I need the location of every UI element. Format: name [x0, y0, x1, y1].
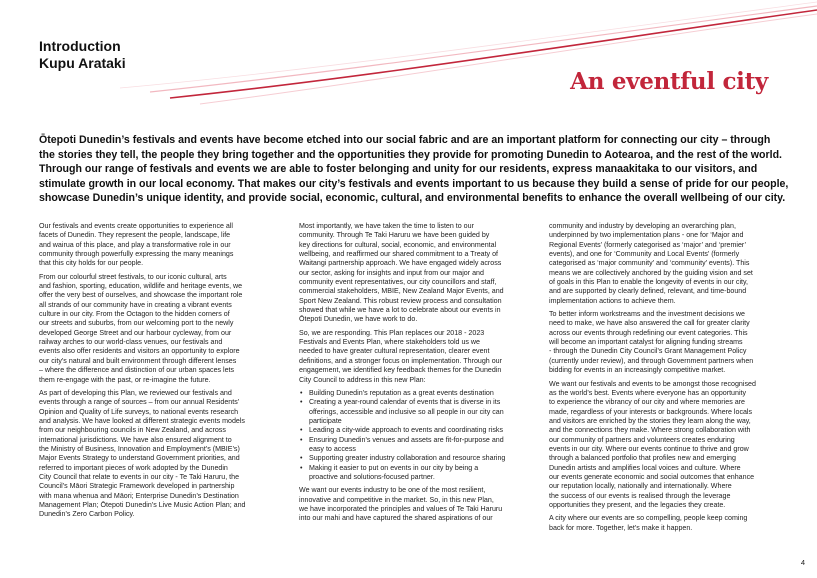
list-item: • Leading a city-wide approach to events and coordinating risks — [299, 426, 544, 435]
section-title — [39, 38, 126, 72]
body-paragraph: To better inform workstreams and the investment decisions we need to make, we have also answered the call for greater clarity across our events through redefining our event categories. This will become an important catalyst for aligning funding streams - through the Dunedin City Council’s Grant Management Policy (currently under review), and through Government partners when bidding for events in an increasingly competitive market. — [549, 310, 754, 375]
text-column-2 — [299, 222, 544, 528]
body-paragraph: Most importantly, we have taken the time to listen to our community. Through Te Taki Haruru we have been guided by key directions for cultural, social, economic, and environmental wellbeing, and reaffirmed our shared commitment to a Treaty of Waitangi partnership approach. We have engaged widely across our sector, asking for insights and input from our major and community event representatives, our city councillors and staff, commercial stakeholders, MBIE, New Zealand Major Events, and Sport New Zealand. This robust review process and consultation showed that while we have a lot to celebrate about our events in Ōtepoti Dunedin, we have work to do. — [299, 222, 504, 324]
body-paragraph: From our colourful street festivals, to our iconic cultural, arts and fashion, sporting, education, wildlife and heritage events, we offer the very best of ourselves, and showcase the important role all strands of our community have in creating a vibrant events culture in our city. From the Octagon to the hidden corners of our streets and suburbs, from our welcoming port to the newly developed George Street and our harbour cycleway, from our railway arches to our world-class venues, our festivals and events also offer residents and visitors an opportunity to explore our city’s natural and built environment through different lenses – where the difference and distinction of our urban spaces lets them re-engage with the past, or re-imagine the future. — [39, 272, 243, 384]
body-paragraph: Our festivals and events create opportunities to experience all facets of Dunedin. They represent the people, landscape, life and wairua of this place, and play a transformative role in our community through powerfully expressing the many meanings that this city holds for our people. — [39, 222, 234, 268]
list-item: • Ensuring Dunedin’s venues and assets are fit-for-purpose and easy to access — [299, 436, 544, 455]
body-paragraph: We want our festivals and events to be amongst those recognised as the world’s best. Events where everyone has an opportunity to experience the vibrancy of our city and where memories are made, regardless of your interests or backgrounds. Where locals and visitors are enriched by the stories they learn along the way, and the connections they make. Where strong collaboration with our community of partners and volunteers creates enduring events in our city. Where our events continue to thrive and grow through a balanced portfolio that profiles new and emerging Dunedin artists and amplifies local voices and culture. Where our events generate economic and social outcomes that enhance our reputation locally, nationally and internationally. Where the success of our events is realised through the leverage opportunities they present, and the legacies they create. — [549, 379, 756, 509]
list-item: • Making it easier to put on events in our city by being a proactive and solutions-focused partner. — [299, 464, 544, 483]
feedback-theme-list — [299, 389, 544, 482]
body-paragraph: So, we are responding. This Plan replaces our 2018 - 2023 Festivals and Events Plan, where stakeholders told us we needed to have greater cultural representation, clearer event definitions, and a stronger focus on implementation. Through our engagement, we identified key feedback themes for the Dunedin City Council to address in this new Plan: — [299, 328, 502, 384]
list-item: • Creating a year-round calendar of events that is diverse in its offerings, accessible and inclusive so all people in our city can participate — [299, 398, 544, 426]
body-paragraph: We want our events industry to be one of the most resilient, innovative and competitive in the market. So, in this new Plan, we have incorporated the principles and values of Te Taki Haruru into our mahi and have captured the shared aspirations of our — [299, 486, 503, 523]
list-item: • Supporting greater industry collaboration and resource sharing — [299, 454, 544, 463]
text-column-1 — [39, 222, 284, 524]
page-number: 4 — [800, 558, 805, 567]
body-paragraph: community and industry by developing an overarching plan, underpinned by two implementation plans - one for ‘Major and Regional Events’ (formerly categorised as ‘major’ and ‘premier’ events), and one for ‘Community and Local Events’ (formerly categorised as ‘major community’ and ‘community’ events). This means we are collectively anchored by the guiding vision and set of goals in this Plan to enable the longevity of events in our city, and are supported by clearly defined, relevant, and time-bound implementation actions to achieve them. — [549, 222, 753, 305]
body-paragraph: A city where our events are so compelling, people keep coming back for more. Together, let’s make it happen. — [549, 514, 748, 532]
section-title-english: Introduction — [39, 38, 121, 54]
body-paragraph: As part of developing this Plan, we reviewed our festivals and events through a range of sources – from our annual Residents’ Opinion and Quality of Life surveys, to national events research and analysis. We have looked at different strategic events models from our neighbouring councils in New Zealand, and across international jurisdictions. We have also ensured alignment to the Ministry of Business, Innovation and Employment’s (MBIE’s) Major Events Strategy to understand Government priorities, and referred to important pieces of work adopted by the Dunedin City Council that relate to events in our city - Te Taki Haruru, the Council’s Māori Strategic Framework developed in partnership with mana whenua and Māori; Enterprise Dunedin’s Destination Management Plan; Ōtepoti Dunedin’s Live Music Action Plan; and Dunedin’s Zero Carbon Policy. — [39, 388, 246, 519]
hero-title: An eventful city — [570, 68, 768, 95]
list-item: • Building Dunedin’s reputation as a great events destination — [299, 389, 544, 398]
text-column-3 — [549, 222, 794, 537]
section-title-maori: Kupu Arataki — [39, 55, 126, 71]
lead-paragraph: Ōtepoti Dunedin’s festivals and events have become etched into our social fabric and are an important platform for connecting our city – through the stories they tell, the people they bring together and the opportunities they provide for promoting Dunedin to Aotearoa, and the rest of the world. Through our range of festivals and events we are able to foster belonging and unity for our residents, express manaakitaka to our visitors, and stimulate growth in our local economy. That makes our city’s festivals and events important to us because they build a sense of pride for our people, showcase Dunedin’s unique identity, and provide social, economic, cultural, and environmental benefits to enhance the overall wellbeing of our city. — [39, 134, 789, 205]
